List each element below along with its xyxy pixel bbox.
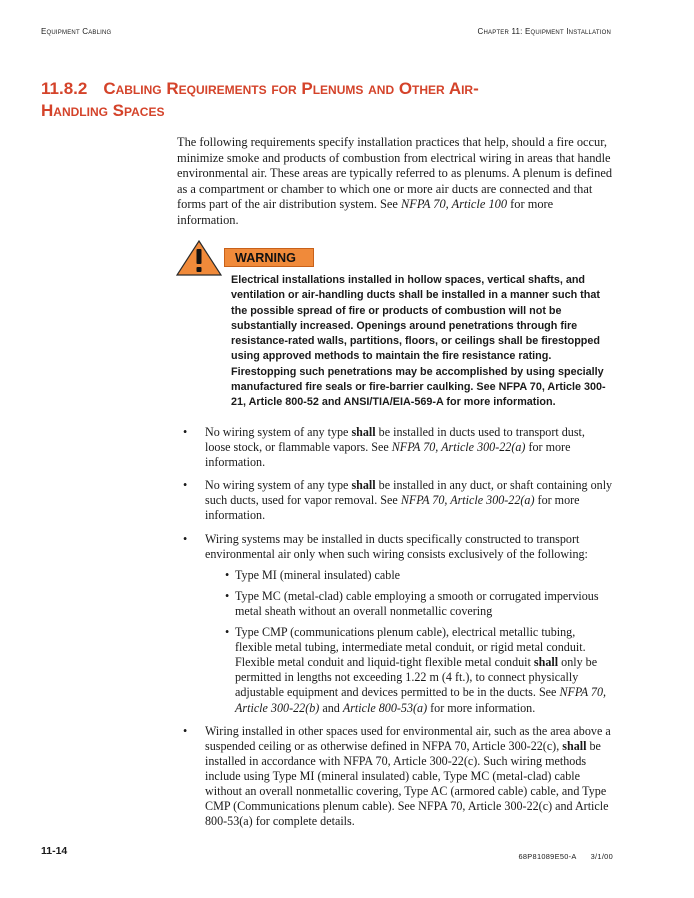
sub-list-item: • Type CMP (communications plenum cable), electrical metallic tubing, flexible metal tubing, intermediate metal conduit, or rigid metal conduit. Flexible metal conduit and liquid-tight flexible metal conduit shall only be permitted in lengths not exceeding 1.22 m (4 ft.), to connect physically adjustable equipment and devices permitted to be in the ducts. See NFPA 70, Article 300-22(b) and Article 800-53(a) for more information. [225,625,607,715]
intro-text: The following requirements specify installation practices that help, should a fire occur, minimize smoke and products of combustion from electrical wiring in areas that handle environmental air. These areas are typically referred to as plenums. A plenum is defined as a compartment or chamber to which one or more air ducts are connected and that forms part of the air distribution system. See [177,135,613,212]
sub-list-item: • Type MC (metal-clad) cable employing a smooth or corrugated impervious metal sheath without an overall nonmetallic covering [225,588,599,618]
warning-text: Electrical installations installed in hollow spaces, vertical shafts, and ventilation or air-handling ducts shall be installed in a manner such that the possible spread of fire or products of combustion will not be substantially increased. Openings around penetrations through fire resistance-rated walls, partitions, floors, or ceilings shall be firestopped using approved methods to maintain the fire resistance rating. Firestopping such penetrations may be accomplished by using specially manufactured fire seals or fire-barrier caulking. See NFPA 70, Article 300-21, Article 800-52 and ANSI/TIA/EIA-569-A for more information. [231,274,606,409]
section-title-line2: Handling Spaces [41,101,165,120]
intro-text-end: for more information. [177,197,554,227]
running-header-right: Chapter 11: Equipment Installation [477,27,611,36]
doc-date: 3/1/00 [590,852,613,861]
intro-paragraph [177,135,612,229]
page-number: 11-14 [41,845,68,857]
list-item: • No wiring system of any type shall be installed in any duct, or shaft containing only such ducts, used for vapor removal. See NFPA 70, Article 300-22(a) for more information. [183,478,613,523]
section-number: 11.8.2 [41,79,88,98]
document-id [518,852,613,861]
list-item: • No wiring system of any type shall be installed in ducts used to transport dust, loose stock, or flammable vapors. See NFPA 70, Article 300-22(a) for more information. [183,425,585,470]
intro-reference: NFPA 70, Article 100 [401,197,508,212]
section-title-line1: Cabling Requirements for Plenums and Other Air- [103,79,479,98]
list-item: • Wiring systems may be installed in ducts specifically constructed to transport environmental air only when such wiring consists exclusively of the following: • Type MI (mineral insulated) cable • Type MC (metal-clad) cable employing a smooth or corrugated impervious metal sheath without an overall nonmetallic covering • Type CMP (communications plenum cable), electrical metallic tubing, flexible metal tubing, intermediate metal conduit, or rigid metal conduit. Flexible metal conduit and liquid-tight flexible metal conduit shall only be permitted in lengths not exceeding 1.22 m (4 ft.), to connect physically adjustable equipment and devices permitted to be in the ducts. See NFPA 70, Article 300-22(b) and Article 800-53(a) for more information. [183,532,613,716]
running-header-left: Equipment Cabling [41,27,112,36]
list-item: • Wiring installed in other spaces used for environmental air, such as the area above a suspended ceiling or as otherwise defined in NFPA 70, Article 300-22(c), shall be installed in accordance with NFPA 70, Article 300-22(c). Such wiring methods include using Type MI (mineral insulated) cable, Type MC (metal-clad) cable without an overall nonmetallic covering, Type AC (armored cable) cable, and Type CMP (Communications plenum cable). See NFPA 70, Article 300-22(c) and Article 800-53(a) for complete details. [183,723,611,829]
section-heading [41,78,601,122]
warning-triangle-icon [176,240,222,276]
warning-label: WARNING [224,248,314,267]
requirements-list [183,425,613,837]
doc-id: 68P81089E50-A [518,852,577,861]
sub-list-item: • Type MI (mineral insulated) cable [225,567,401,582]
